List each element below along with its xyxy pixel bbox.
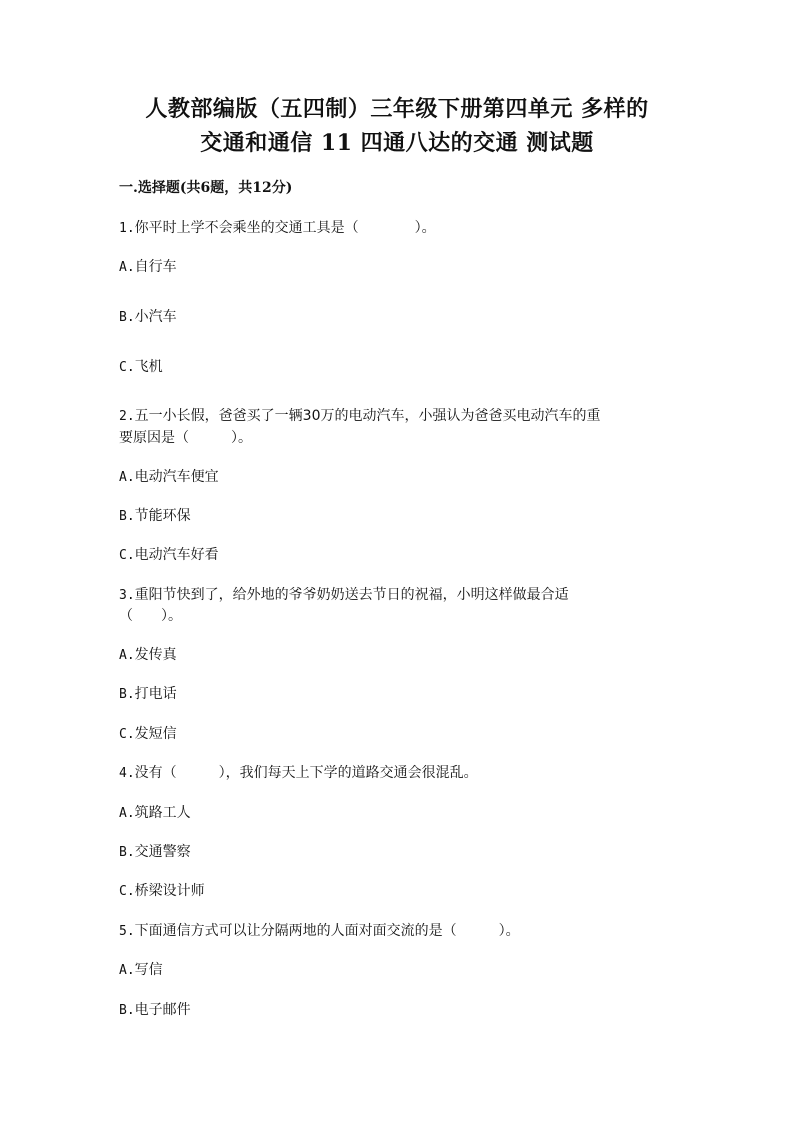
question-text: 没有（ ），我们每天上下学的道路交通会很混乱。 xyxy=(134,765,478,781)
document-title-line-1: 人教部编版（五四制）三年级下册第四单元 多样的 xyxy=(145,96,649,122)
question-text: 重阳节快到了，给外地的爷爷奶奶送去节日的祝福，小明这样做最合适 xyxy=(134,587,569,603)
option-text: 发传真 xyxy=(134,647,177,663)
option-letter: B. xyxy=(119,1003,135,1018)
question-3-option-c xyxy=(119,724,679,745)
option-letter: A. xyxy=(119,260,135,275)
question-5 xyxy=(119,921,679,942)
question-1-option-a xyxy=(119,257,679,278)
option-text: 交通警察 xyxy=(134,844,191,860)
option-letter: C. xyxy=(119,548,135,563)
question-2 xyxy=(119,406,679,427)
question-number: 3. xyxy=(119,588,135,603)
option-text: 小汽车 xyxy=(134,309,177,325)
option-text: 桥梁设计师 xyxy=(134,883,205,899)
question-2-option-c xyxy=(119,545,679,566)
question-text: 五一小长假，爸爸买了一辆30万的电动汽车，小强认为爸爸买电动汽车的重 xyxy=(134,408,601,424)
question-5-option-a xyxy=(119,960,679,981)
question-3 xyxy=(119,585,679,606)
question-3-option-a xyxy=(119,645,679,666)
option-text: 筑路工人 xyxy=(134,805,191,821)
question-4-option-b xyxy=(119,842,679,863)
question-text: 你平时上学不会乘坐的交通工具是（ ）。 xyxy=(134,220,436,236)
option-letter: A. xyxy=(119,648,135,663)
option-letter: B. xyxy=(119,310,135,325)
question-3-option-b xyxy=(119,684,679,705)
option-letter: C. xyxy=(119,360,135,375)
option-text: 发短信 xyxy=(134,726,177,742)
question-number: 4. xyxy=(119,766,135,781)
question-number: 1. xyxy=(119,221,135,236)
option-letter: B. xyxy=(119,845,135,860)
option-text: 自行车 xyxy=(134,259,177,275)
question-4 xyxy=(119,763,679,784)
option-letter: B. xyxy=(119,687,135,702)
question-1 xyxy=(119,218,679,239)
option-letter: A. xyxy=(119,963,135,978)
question-2-continuation: 要原因是（ ）。 xyxy=(119,430,252,446)
question-number: 5. xyxy=(119,924,135,939)
question-1-option-c xyxy=(119,357,679,378)
question-2-option-a xyxy=(119,467,679,488)
option-text: 电动汽车便宜 xyxy=(134,469,219,485)
option-letter: A. xyxy=(119,470,135,485)
question-5-option-b xyxy=(119,1000,679,1021)
question-4-option-a xyxy=(119,803,679,824)
option-text: 电动汽车好看 xyxy=(134,547,219,563)
option-letter: B. xyxy=(119,509,135,524)
question-2-option-b xyxy=(119,506,679,527)
option-text: 打电话 xyxy=(134,686,177,702)
option-text: 写信 xyxy=(134,962,163,978)
option-text: 节能环保 xyxy=(134,508,191,524)
question-text: 下面通信方式可以让分隔两地的人面对面交流的是（ ）。 xyxy=(134,923,520,939)
section-heading: 一.选择题(共6题，共12分) xyxy=(119,180,293,196)
document-title-line-2: 交通和通信 11 四通八达的交通 测试题 xyxy=(200,130,594,156)
option-letter: C. xyxy=(119,884,135,899)
question-3-continuation: （ ）。 xyxy=(119,608,182,624)
option-letter: C. xyxy=(119,727,135,742)
question-1-option-b xyxy=(119,307,679,328)
option-letter: A. xyxy=(119,806,135,821)
question-4-option-c xyxy=(119,881,679,902)
option-text: 电子邮件 xyxy=(134,1002,191,1018)
option-text: 飞机 xyxy=(134,359,163,375)
question-number: 2. xyxy=(119,409,135,424)
